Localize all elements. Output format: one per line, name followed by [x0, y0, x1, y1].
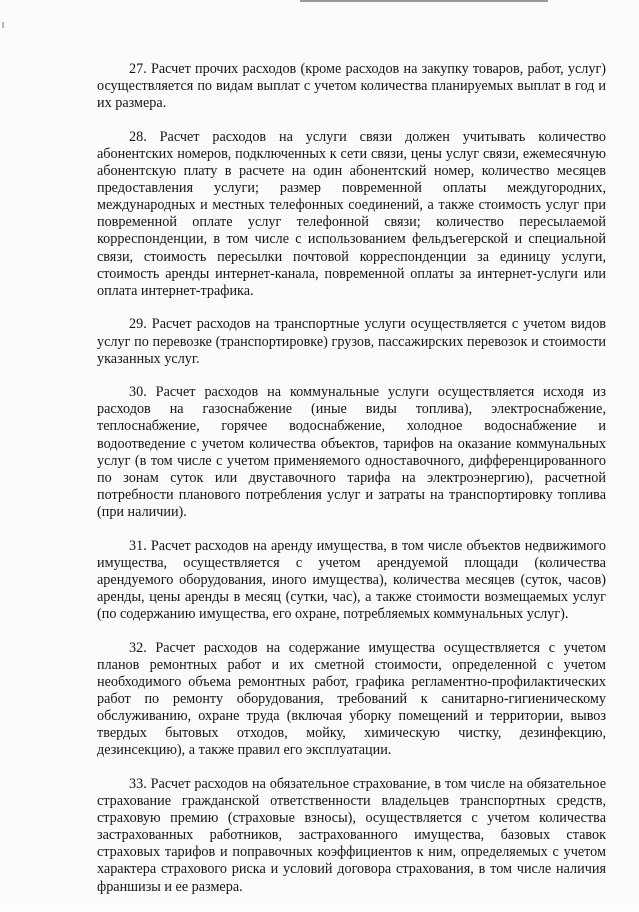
paragraph-32: 32. Расчет расходов на содержание имущества осуществляется с учетом планов ремонтных работ и их сметной стоимости, определенной с учетом необходимого объема ремонтных работ, графика регламентно-профилактических работ по ремонту оборудования, требований к санитарно-гигиеническому обслуживанию, охране труда (включая уборку помещений и территории, вывоз твердых бытовых отходов, мойку, химическую чистку, дезинфекцию, дезинсекцию), а также правил его эксплуатации. — [97, 639, 606, 759]
paragraph-29: 29. Расчет расходов на транспортные услуги осуществляется с учетом видов услуг по перевозке (транспортировке) грузов, пассажирских перевозок и стоимости указанных услуг. — [97, 316, 606, 367]
paragraph-28: 28. Расчет расходов на услуги связи должен учитывать количество абонентских номеров, подключенных к сети связи, цены услуг связи, ежемесячную абонентскую плату в расчете на один абонентский номер, количество месяцев предоставления услуги; размер повременной оплаты междугородних, международных и местных телефонных соединений, а также стоимость услуг при повременной оплате услуг телефонной связи; количество пересылаемой корреспонденции, в том числе с использованием фельдъегерской и специальной связи, стоимость пересылки почтовой корреспонденции за единицу услуги, стоимость аренды интернет-канала, повременной оплаты за интернет-услуги или оплата интернет-трафика. — [97, 128, 606, 299]
document-body — [97, 61, 606, 912]
paragraph-33: 33. Расчет расходов на обязательное страхование, в том числе на обязательное страхование гражданской ответственности владельцев транспортных средств, страховую премию (страховые взносы), осуществляется с учетом количества застрахованных работников, застрахованного имущества, базовых ставок страховых тарифов и поправочных коэффициентов к ним, определяемых с учетом характера страхового риска и условий договора страхования, в том числе наличия франшизы и ее размера. — [97, 775, 606, 895]
scan-mark — [2, 22, 4, 28]
paragraph-31: 31. Расчет расходов на аренду имущества, в том числе объектов недвижимого имущества, осуществляется с учетом арендуемой площади (количества арендуемого оборудования, иного имущества), количества месяцев (суток, часов) аренды, цены аренды в месяц (сутки, час), а также стоимости возмещаемых услуг (по содержанию имущества, его охране, потребляемых коммунальных услуг). — [97, 537, 606, 622]
paragraph-27: 27. Расчет прочих расходов (кроме расходов на закупку товаров, работ, услуг) осуществляется по видам выплат с учетом количества планируемых выплат в год и их размера. — [97, 61, 606, 112]
top-rule — [300, 0, 548, 2]
paragraph-30: 30. Расчет расходов на коммунальные услуги осуществляется исходя из расходов на газоснабжение (иные виды топлива), электроснабжение, теплоснабжение, горячее водоснабжение, холодное водоснабжение и водоотведение с учетом количества объектов, тарифов на оказание коммунальных услуг (в том числе с учетом применяемого одноставочного, дифференцированного по зонам суток или двуставочного тарифа на электроэнергию), расчетной потребности планового потребления услуг и затраты на транспортировку топлива (при наличии). — [97, 384, 606, 520]
